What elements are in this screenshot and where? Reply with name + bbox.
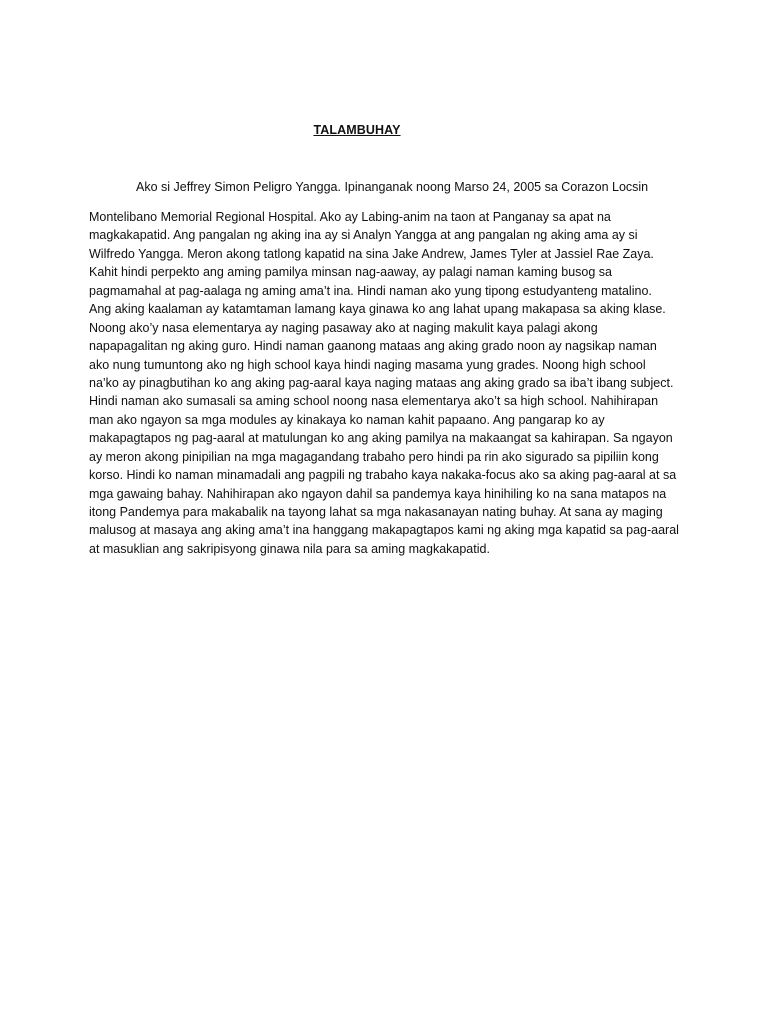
paragraph-line: ako nung tumuntong ako ng high school kaya hindi naging masama yung grades. Noong high school <box>89 357 646 372</box>
paragraph-line: ay meron akong pinipilian na mga magagandang trabaho pero hindi pa rin ako sigurado sa pipiliin kong <box>89 449 659 464</box>
paragraph-line: na’ko ay pinagbutihan ko ang aking pag-aaral kaya naging mataas ang aking grado sa iba’t ibang subject. <box>89 375 674 390</box>
paragraph-line: Montelibano Memorial Regional Hospital. Ako ay Labing-anim na taon at Panganay sa apat na <box>89 210 611 224</box>
paragraph-line: pagmamahal at pag-aalaga ng aming ama’t ina. Hindi naman ako yung tipong estudyanteng matalino. <box>89 283 652 298</box>
paragraph-first-line: Ako si Jeffrey Simon Peligro Yangga. Ipinanganak noong Marso 24, 2005 sa Corazon Locsin <box>136 180 649 194</box>
paragraph-line: malusog at masaya ang aking ama’t ina hanggang makapagtapos kami ng aking mga kapatid sa pag-aaral <box>89 523 679 538</box>
paragraph-body <box>89 208 689 558</box>
paragraph-line: Kahit hindi perpekto ang aming pamilya minsan nag-aaway, ay palagi naman kaming busog sa <box>89 265 612 280</box>
paragraph-line: itong Pandemya para makabalik na tayong lahat sa mga nakasanayan nating buhay. At sana ay maging <box>89 505 663 519</box>
paragraph-line: Wilfredo Yangga. Meron akong tatlong kapatid na sina Jake Andrew, James Tyler at Jassiel Rae Zaya. <box>89 246 654 261</box>
paragraph-line: napapagalitan ng aking guro. Hindi naman gaanong mataas ang aking grado noon ay nagsikap naman <box>89 339 657 354</box>
paragraph-line: man ako ngayon sa mga modules ay kinakaya ko naman kahit papaano. Ang pangarap ko ay <box>89 412 605 427</box>
paragraph-line: Hindi naman ako sumasali sa aming school noong nasa elementarya ako’t sa high school. Nahihirapan <box>89 394 659 409</box>
paragraph-line: at masuklian ang sakripisyong ginawa nila para sa aming magkakapatid. <box>89 541 490 556</box>
paragraph-line: makapagtapos ng pag-aaral at matulungan ko ang aking pamilya na makaangat sa kahirapan. Sa ngayon <box>89 431 673 446</box>
paragraph-line: mga gawaing bahay. Nahihirapan ako ngayon dahil sa pandemya kaya hinihiling ko na sana matapos na <box>89 486 667 501</box>
paragraph-line: Noong ako’y nasa elementarya ay naging pasaway ako at naging makulit kaya palagi akong <box>89 320 598 335</box>
paragraph-line: Ang aking kaalaman ay katamtaman lamang kaya ginawa ko ang lahat upang makapasa sa aking klase. <box>89 302 666 317</box>
paragraph-line: magkakapatid. Ang pangalan ng aking ina ay si Analyn Yangga at ang pangalan ng aking ama ay si <box>89 228 638 243</box>
paragraph-line: korso. Hindi ko naman minamadali ang pagpili ng trabaho kaya nakaka-focus ako sa aking pag-aaral at sa <box>89 468 677 483</box>
document-title: TALAMBUHAY <box>313 123 401 137</box>
